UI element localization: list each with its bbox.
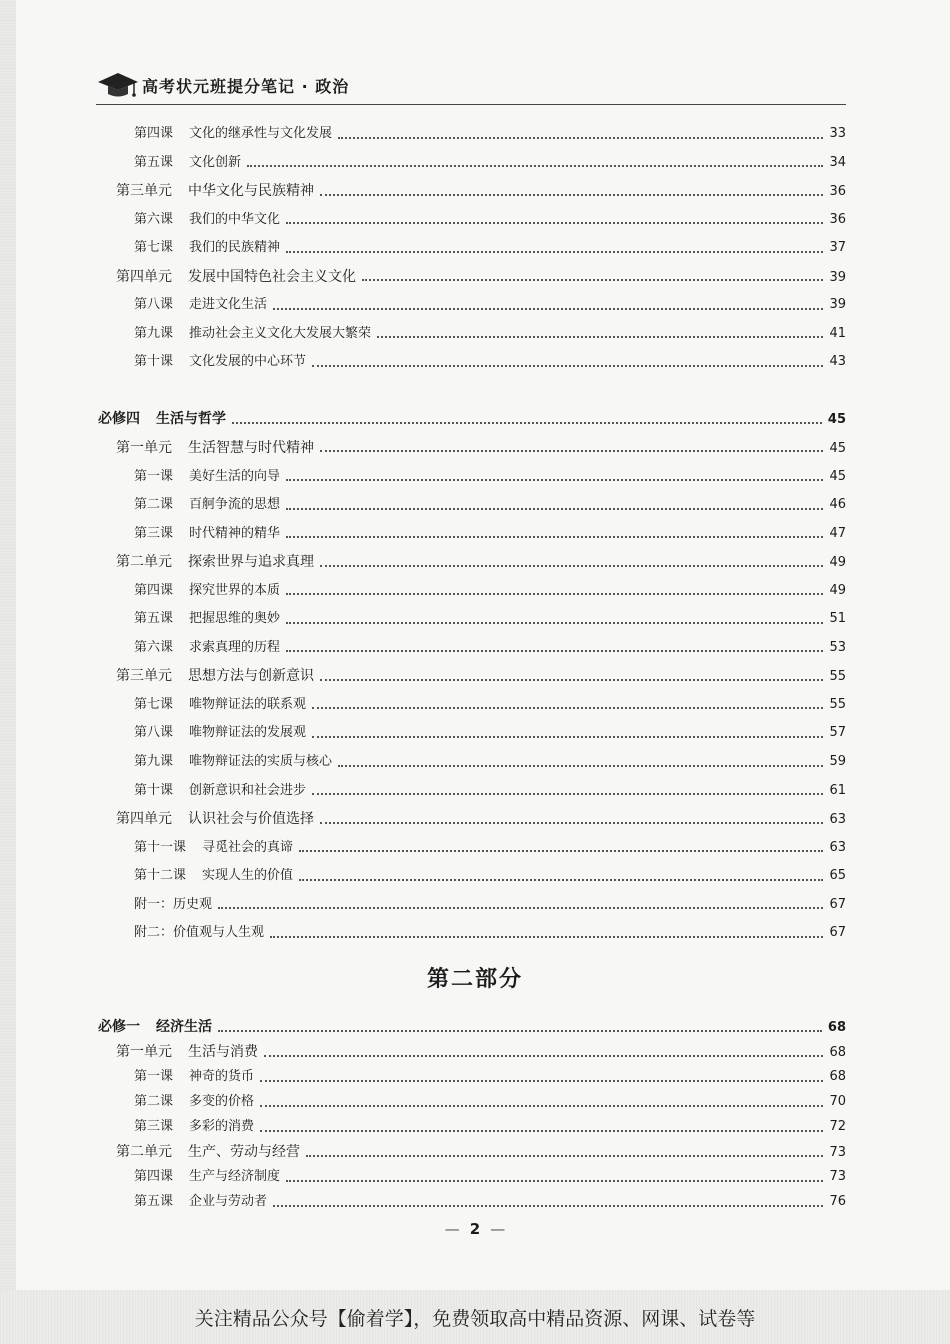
toc-entry: [134, 894, 846, 916]
toc-entry-prefix: 第五课: [134, 611, 174, 627]
toc-entry-label: [116, 551, 314, 573]
toc-leader-dots: [286, 507, 823, 510]
toc-leader-dots: [218, 1029, 822, 1032]
toc-entry-label: [134, 351, 306, 373]
toc-entry-prefix: 第二课: [134, 1094, 174, 1109]
dash-left: —: [444, 1220, 460, 1238]
toc-page-number: 57: [829, 725, 846, 741]
toc-entry-prefix: 第四课: [134, 1169, 174, 1184]
toc-page-number: 53: [829, 639, 846, 655]
toc-page-number: 59: [829, 754, 846, 769]
toc-entry: [134, 1066, 846, 1088]
toc-entry-label: [116, 180, 314, 202]
toc-page-number: 49: [829, 555, 846, 571]
toc-entry-title: 文化创新: [189, 154, 242, 170]
toc-entry-title: 多变的价格: [189, 1094, 255, 1109]
toc-entry-prefix: 必修四: [98, 411, 140, 428]
graduation-cap-icon: [96, 70, 140, 98]
toc-entry-prefix: 第五课: [134, 1194, 174, 1209]
toc-page-number: 72: [829, 1119, 846, 1134]
toc-entry-title: 经济生活: [156, 1019, 212, 1035]
toc-entry-label: [134, 922, 264, 944]
toc-entry-prefix: 第三课: [134, 525, 174, 541]
toc-entry: [134, 1116, 846, 1138]
toc-entry-label: [116, 1141, 300, 1163]
toc-entry-title: 实现人生的价值: [202, 868, 294, 884]
toc-page-number: 73: [829, 1145, 846, 1160]
toc-entry-prefix: 附一：: [134, 896, 174, 912]
toc-leader-dots: [320, 821, 823, 824]
toc-entry-prefix: 第六课: [134, 639, 174, 655]
toc-entry-title: 神奇的货币: [189, 1069, 255, 1084]
toc-entry-prefix: 第一课: [134, 468, 174, 484]
toc-entry-prefix: 第七课: [134, 240, 174, 256]
toc-entry-label: [134, 123, 332, 145]
toc-leader-dots: [264, 1054, 823, 1057]
toc-entry-prefix: 附二：: [134, 925, 174, 941]
toc-entry-label: [134, 466, 280, 488]
toc-page-number: 67: [829, 896, 846, 912]
toc-leader-dots: [260, 1129, 823, 1132]
toc-page-number: 65: [829, 868, 846, 884]
toc-entry-label: [134, 1066, 254, 1088]
footer-note: 关注精品公众号【偷着学】，免费领取高中精品资源、网课、试卷等: [194, 1308, 756, 1330]
toc-leader-dots: [286, 592, 823, 595]
toc-page-number: 39: [829, 297, 846, 313]
toc-entry-prefix: 第三单元: [116, 668, 172, 685]
toc-entry-prefix: 第一单元: [116, 1044, 172, 1060]
toc-entry-label: [134, 637, 280, 659]
header-title: 高考状元班提分笔记 · 政治: [142, 77, 350, 96]
toc-entry-label: [134, 1191, 267, 1213]
toc-leader-dots: [320, 449, 823, 452]
toc-leader-dots: [273, 1204, 823, 1207]
toc-entry-title: 生产与经济制度: [189, 1169, 281, 1184]
toc-entry-prefix: 第十二课: [134, 868, 187, 884]
toc-entry-label: [98, 1016, 212, 1038]
toc-entry-label: [116, 808, 314, 830]
toc-entry: [134, 494, 846, 516]
toc-entry-prefix: 第三课: [134, 1119, 174, 1134]
toc-entry-prefix: 第四课: [134, 126, 174, 141]
toc-entry-prefix: 第二课: [134, 497, 174, 513]
toc-entry: [116, 266, 846, 288]
toc-entry-title: 多彩的消费: [189, 1119, 255, 1134]
toc-leader-dots: [286, 649, 823, 652]
toc-page-number: 37: [829, 240, 846, 256]
toc-leader-dots: [218, 906, 823, 909]
toc-leader-dots: [299, 849, 823, 852]
toc-page-number: 55: [829, 669, 846, 685]
toc-entry-label: [116, 665, 314, 687]
toc-leader-dots: [312, 364, 823, 367]
toc-page-number: 61: [829, 782, 846, 798]
toc-entry-prefix: 第十课: [134, 782, 174, 798]
toc-entry-title: 价值观与人生观: [173, 925, 265, 941]
toc-page-number: 36: [829, 184, 846, 200]
toc-entry-label: [134, 294, 267, 316]
toc-entry-label: [134, 523, 280, 545]
dash-right: —: [490, 1220, 506, 1238]
toc-entry: [134, 637, 846, 659]
toc-entry-label: [134, 865, 293, 887]
toc-entry-title: 我们的民族精神: [189, 240, 281, 256]
toc-entry: [134, 123, 846, 145]
toc-entry: [98, 1016, 846, 1038]
toc-entry: [134, 209, 846, 231]
toc-entry-label: [134, 494, 280, 516]
toc-entry-title: 生活与哲学: [156, 411, 226, 428]
toc-entry-title: 历史观: [173, 896, 213, 912]
toc-leader-dots: [320, 678, 823, 681]
toc-leader-dots: [338, 764, 823, 767]
toc-entry: [134, 523, 846, 545]
toc-entry-prefix: 第一课: [134, 1069, 174, 1084]
toc-entry-prefix: 第四课: [134, 582, 174, 598]
toc-entry: [134, 608, 846, 630]
toc-page-number: 63: [829, 839, 846, 855]
toc-entry-title: 文化发展的中心环节: [189, 354, 307, 370]
toc-entry-label: [116, 1041, 258, 1063]
toc-entry: [98, 408, 846, 430]
toc-page-number: 45: [829, 440, 846, 456]
toc-entry: [134, 1166, 846, 1188]
toc-entry-title: 文化的继承性与文化发展: [189, 126, 333, 141]
toc-entry: [116, 180, 846, 202]
toc-entry-title: 时代精神的精华: [189, 525, 281, 541]
toc-entry-label: [134, 694, 306, 716]
toc-entry: [134, 580, 846, 602]
toc-page-number: 68: [829, 1069, 846, 1084]
toc-entry-title: 生产、劳动与经营: [188, 1144, 300, 1160]
toc-entry-prefix: 第二单元: [116, 1144, 172, 1160]
toc-entry-label: [134, 1166, 280, 1188]
toc-entry-title: 唯物辩证法的发展观: [189, 725, 307, 741]
toc-entry-prefix: 第六课: [134, 211, 174, 227]
toc-entry: [116, 1141, 846, 1163]
toc-entry-title: 认识社会与价值选择: [188, 811, 314, 828]
toc-leader-dots: [286, 478, 823, 481]
page-number-value: 2: [469, 1220, 481, 1238]
toc-entry-label: [134, 152, 241, 174]
toc-entry-label: [134, 580, 280, 602]
toc-entry-label: [98, 408, 226, 430]
toc-leader-dots: [286, 1179, 823, 1182]
toc-page-number: 36: [829, 211, 846, 227]
toc-entry: [134, 466, 846, 488]
toc-entry-title: 探索世界与追求真理: [188, 554, 314, 571]
toc-entry: [134, 837, 846, 859]
running-header: [96, 66, 846, 105]
toc-entry: [134, 722, 846, 744]
toc-page-number: 51: [829, 611, 846, 627]
toc-page-number: 47: [829, 525, 846, 541]
toc-entry-label: [134, 780, 306, 802]
toc-entry-title: 我们的中华文化: [189, 211, 281, 227]
toc-leader-dots: [273, 307, 823, 310]
toc-entry-title: 思想方法与创新意识: [188, 668, 314, 685]
toc-leader-dots: [312, 706, 823, 709]
toc-page-number: 46: [829, 497, 846, 513]
toc-page-number: 34: [829, 154, 846, 170]
toc-leader-dots: [377, 335, 823, 338]
toc-leader-dots: [270, 935, 823, 938]
toc-entry-title: 把握思维的奥妙: [189, 611, 281, 627]
toc-page-number: 55: [829, 696, 846, 712]
toc-leader-dots: [312, 735, 823, 738]
toc-entry-title: 中华文化与民族精神: [188, 183, 314, 200]
toc-entry: [134, 351, 846, 373]
toc-entry-label: [134, 722, 306, 744]
toc-page-number: 76: [829, 1194, 846, 1209]
toc-entry: [134, 237, 846, 259]
toc-leader-dots: [232, 421, 822, 424]
toc-leader-dots: [286, 621, 823, 624]
toc-entry-title: 唯物辩证法的实质与核心: [189, 754, 333, 769]
toc-entry-label: [134, 1091, 254, 1113]
toc-page-number: 67: [829, 925, 846, 941]
section-title: 第二部分: [426, 966, 523, 992]
toc-entry-prefix: 第三单元: [116, 183, 172, 200]
toc-leader-dots: [260, 1079, 823, 1082]
toc-entry-title: 企业与劳动者: [189, 1194, 268, 1209]
toc-page-number: 41: [829, 325, 846, 341]
toc-entry: [134, 1091, 846, 1113]
scan-edge-left: [0, 0, 16, 1290]
toc-entry: [116, 551, 846, 573]
toc-page-number: 45: [829, 468, 846, 484]
toc-leader-dots: [286, 250, 823, 253]
toc-entry: [134, 694, 846, 716]
toc-page-number: 63: [829, 812, 846, 828]
toc-entry-label: [134, 237, 280, 259]
toc-leader-dots: [299, 878, 823, 881]
toc-entry-prefix: 第一单元: [116, 439, 172, 456]
toc-entry: [134, 780, 846, 802]
page-number: [0, 1220, 950, 1238]
toc-entry: [116, 808, 846, 830]
toc-page-number: 68: [827, 1020, 846, 1035]
toc-leader-dots: [320, 193, 823, 196]
toc-entry-prefix: 第七课: [134, 696, 174, 712]
toc-leader-dots: [362, 278, 823, 281]
toc-entry: [116, 1041, 846, 1063]
toc-entry: [134, 865, 846, 887]
toc-entry-title: 创新意识和社会进步: [189, 782, 307, 798]
toc-entry-title: 百舸争流的思想: [189, 497, 281, 513]
toc-entry-label: [134, 608, 280, 630]
toc-entry-title: 生活智慧与时代精神: [188, 439, 314, 456]
toc-entry-label: [116, 266, 356, 288]
toc-entry-label: [134, 751, 332, 773]
toc-entry: [134, 152, 846, 174]
toc-entry-title: 走进文化生活: [189, 297, 268, 313]
toc-entry-title: 求索真理的历程: [189, 639, 281, 655]
toc-leader-dots: [247, 164, 823, 167]
toc-leader-dots: [286, 221, 823, 224]
toc-leader-dots: [306, 1154, 823, 1157]
toc-entry: [134, 1191, 846, 1213]
toc-entry-prefix: 第八课: [134, 725, 174, 741]
toc-page-number: 39: [829, 269, 846, 285]
toc-entry-title: 推动社会主义文化大发展大繁荣: [189, 325, 372, 341]
toc-entry-label: [116, 437, 314, 459]
toc-leader-dots: [286, 535, 823, 538]
toc-leader-dots: [320, 564, 823, 567]
toc-entry-label: [134, 1116, 254, 1138]
toc-page-number: 68: [829, 1045, 846, 1060]
toc-page-number: 33: [829, 126, 846, 141]
toc-leader-dots: [260, 1104, 823, 1107]
toc-page-number: 73: [829, 1169, 846, 1184]
toc-entry-title: 探究世界的本质: [189, 582, 281, 598]
toc-page-number: 49: [829, 582, 846, 598]
toc-entry-prefix: 第十一课: [134, 839, 187, 855]
toc-page-number: 43: [829, 354, 846, 370]
toc-entry-prefix: 必修一: [98, 1019, 140, 1035]
toc-entry: [134, 323, 846, 345]
toc-entry-title: 生活与消费: [188, 1044, 258, 1060]
toc-leader-dots: [312, 792, 823, 795]
toc-entry-prefix: 第十课: [134, 354, 174, 370]
toc-entry-prefix: 第九课: [134, 754, 174, 769]
toc-entry-prefix: 第四单元: [116, 811, 172, 828]
toc-entry-title: 寻觅社会的真谛: [202, 839, 294, 855]
toc-entry: [116, 437, 846, 459]
toc-entry-title: 唯物辩证法的联系观: [189, 696, 307, 712]
toc-entry-title: 美好生活的向导: [189, 468, 281, 484]
toc-entry-prefix: 第九课: [134, 325, 174, 341]
toc-entry: [116, 665, 846, 687]
toc-entry-title: 发展中国特色社会主义文化: [188, 268, 356, 285]
toc-entry-label: [134, 323, 371, 345]
toc-leader-dots: [338, 136, 823, 139]
toc-entry-prefix: 第二单元: [116, 554, 172, 571]
toc-entry-prefix: 第四单元: [116, 268, 172, 285]
toc-entry-prefix: 第八课: [134, 297, 174, 313]
toc-entry-label: [134, 209, 280, 231]
toc-entry-prefix: 第五课: [134, 154, 174, 170]
toc-entry-label: [134, 837, 293, 859]
toc-page-number: 45: [827, 412, 846, 428]
toc-entry: [134, 922, 846, 944]
toc-entry: [134, 751, 846, 773]
toc-entry: [134, 294, 846, 316]
toc-page-number: 70: [829, 1094, 846, 1109]
toc-entry-label: [134, 894, 212, 916]
